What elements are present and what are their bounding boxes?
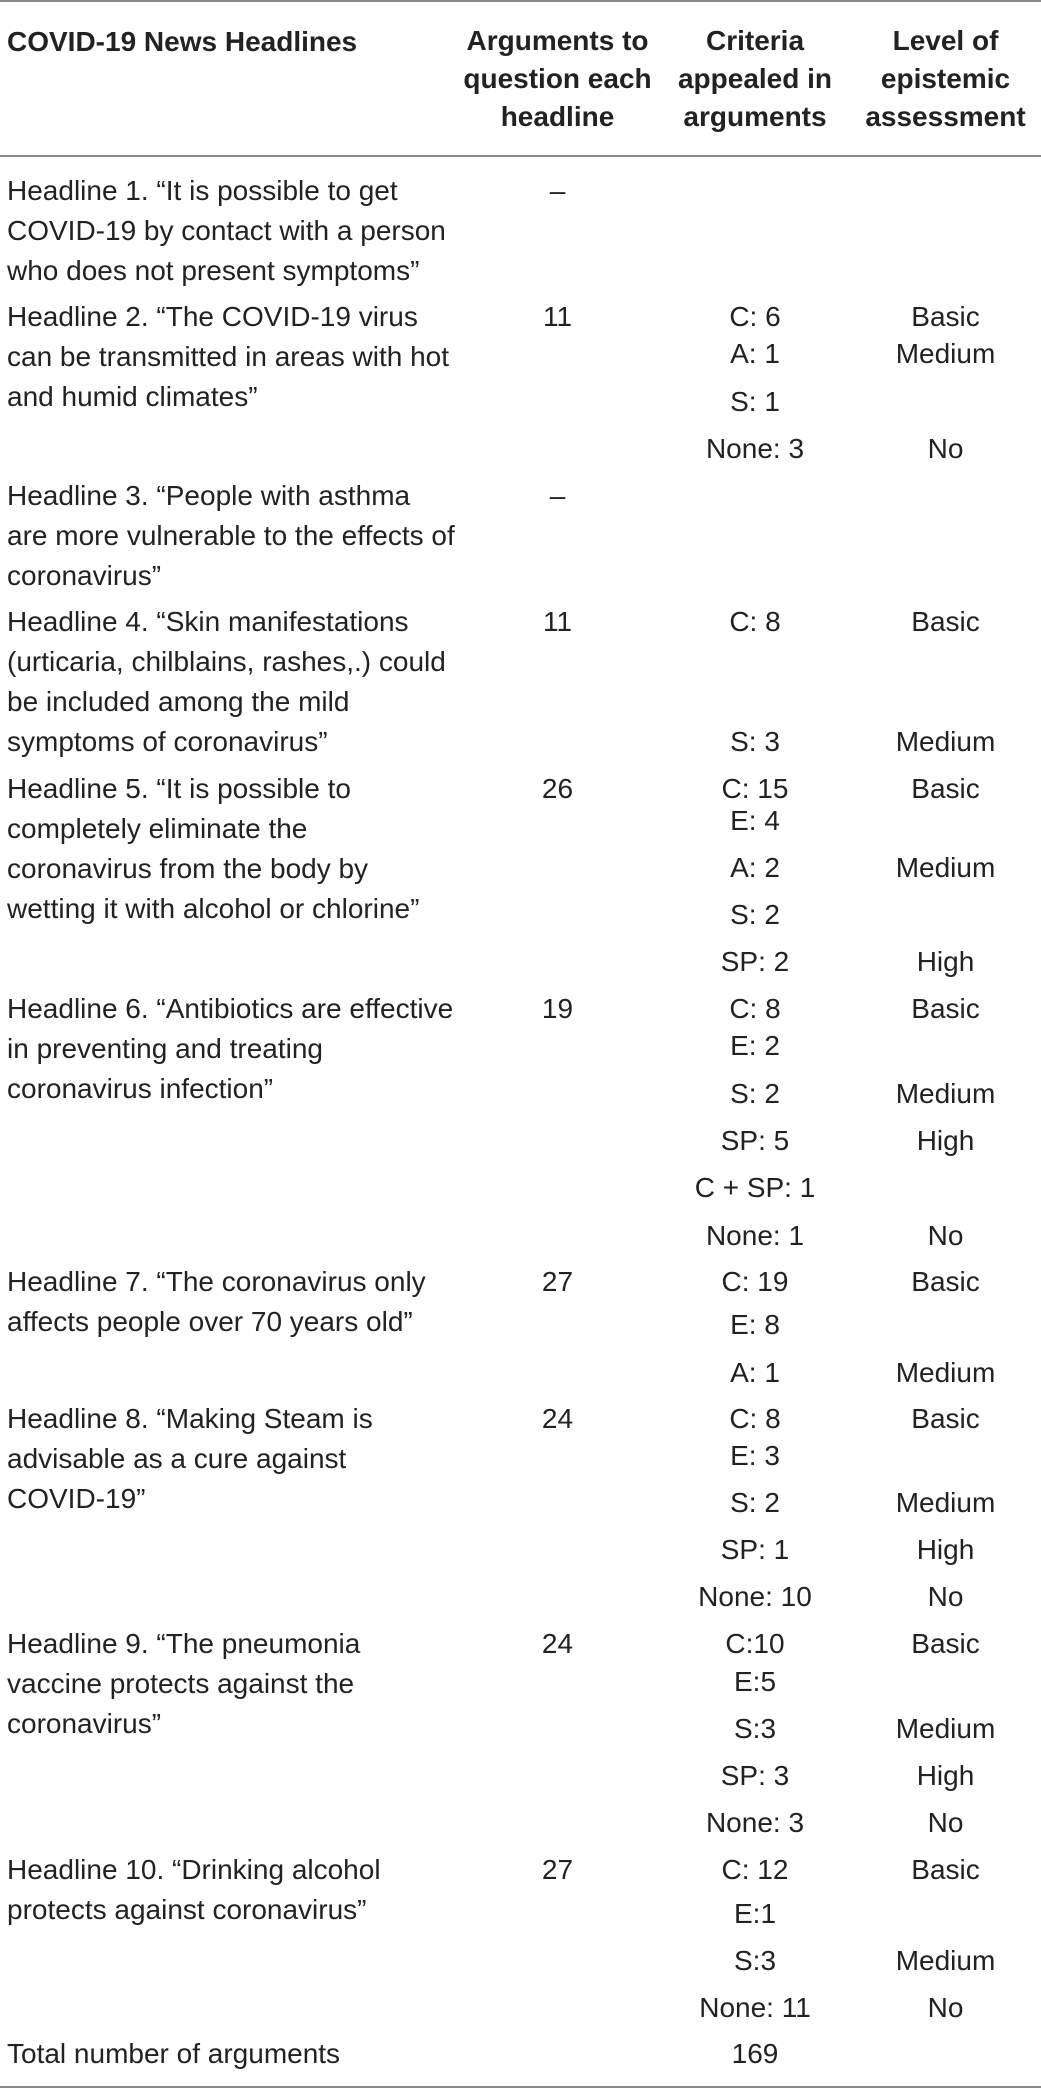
headline-text: coronavirus” (7, 1708, 162, 1739)
criteria-value: E: 8 (730, 1309, 780, 1340)
header-level-line-2: epistemic (880, 63, 1011, 94)
criteria-value: C: 8 (729, 993, 781, 1024)
level-value: Medium (895, 1357, 996, 1388)
headline-text: wetting it with alcohol or chlorine” (7, 893, 420, 924)
argument-count: 24 (541, 1403, 574, 1434)
level-value: Medium (895, 1945, 996, 1976)
criteria-value: C: 15 (721, 773, 789, 804)
level-value: Basic (911, 1266, 980, 1297)
criteria-value: None: 11 (699, 1992, 811, 2023)
headline-text: Headline 7. “The coronavirus only (7, 1266, 426, 1297)
criteria-value: E: 3 (730, 1440, 780, 1471)
level-value: High (916, 1534, 975, 1565)
criteria-value: SP: 1 (720, 1534, 790, 1565)
criteria-value: C: 6 (729, 301, 781, 332)
headline-text: Headline 5. “It is possible to (7, 773, 351, 804)
headline-text: COVID-19” (7, 1483, 146, 1514)
level-value: Basic (911, 993, 980, 1024)
headline-text: coronavirus” (7, 560, 162, 591)
level-value: Medium (895, 1487, 996, 1518)
argument-count: – (549, 175, 566, 206)
table-bottom-rule (0, 2086, 1041, 2088)
headline-text: completely eliminate the (7, 813, 308, 844)
level-value: High (916, 1125, 975, 1156)
criteria-value: E:1 (733, 1898, 777, 1929)
level-value: Medium (895, 1078, 996, 1109)
headline-text: Headline 6. “Antibiotics are effective (7, 993, 454, 1024)
level-value: No (927, 1220, 964, 1251)
criteria-value: S:3 (733, 1713, 777, 1744)
level-value: High (916, 1760, 975, 1791)
headline-text: Headline 3. “People with asthma (7, 480, 411, 511)
total-label: Total number of arguments (7, 2038, 341, 2069)
headline-text: Headline 10. “Drinking alcohol (7, 1854, 381, 1885)
criteria-value: C: 12 (721, 1854, 789, 1885)
criteria-value: S: 3 (730, 726, 780, 757)
level-value: Basic (911, 1403, 980, 1434)
headline-text: coronavirus from the body by (7, 853, 369, 884)
headline-text: affects people over 70 years old” (7, 1306, 413, 1337)
headline-text: vaccine protects against the (7, 1668, 355, 1699)
header-criteria-line-2: appealed in (677, 63, 833, 94)
level-value: No (927, 1992, 964, 2023)
level-value: Medium (895, 852, 996, 883)
criteria-value: SP: 3 (720, 1760, 790, 1791)
headline-text: Headline 9. “The pneumonia (7, 1628, 361, 1659)
level-value: Basic (911, 606, 980, 637)
criteria-value: E:5 (733, 1666, 777, 1697)
criteria-value: S: 1 (730, 386, 780, 417)
level-value: No (927, 1807, 964, 1838)
criteria-value: None: 1 (705, 1220, 805, 1251)
headline-text: Headline 1. “It is possible to get (7, 175, 398, 206)
level-value: Medium (895, 338, 996, 369)
header-level-line-3: assessment (865, 101, 1026, 132)
criteria-value: C: 19 (721, 1266, 789, 1297)
criteria-value: C:10 (725, 1628, 785, 1659)
criteria-value: S: 2 (730, 899, 780, 930)
criteria-value: SP: 2 (720, 946, 790, 977)
headline-text: are more vulnerable to the effects of (7, 520, 455, 551)
headline-text: coronavirus infection” (7, 1073, 274, 1104)
argument-count: 11 (542, 301, 573, 332)
total-value: 169 (731, 2038, 779, 2069)
criteria-value: E: 2 (730, 1030, 780, 1061)
level-value: No (927, 433, 964, 464)
criteria-value: C: 8 (729, 1403, 781, 1434)
headline-text: (urticaria, chilblains, rashes,.) could (7, 646, 446, 677)
header-arguments-line-1: Arguments to (466, 25, 649, 56)
argument-count: 24 (541, 1628, 574, 1659)
headline-text: COVID-19 by contact with a person (7, 215, 446, 246)
headline-text: and humid climates” (7, 381, 258, 412)
headline-text: Headline 4. “Skin manifestations (7, 606, 409, 637)
level-value: Basic (911, 1628, 980, 1659)
criteria-value: S:3 (733, 1945, 777, 1976)
level-value: Medium (895, 1713, 996, 1744)
level-value: No (927, 1581, 964, 1612)
argument-count: 11 (542, 606, 573, 637)
level-value: Basic (911, 301, 980, 332)
criteria-value: A: 1 (730, 1357, 780, 1388)
argument-count: 27 (541, 1854, 574, 1885)
headline-text: be included among the mild (7, 686, 350, 717)
criteria-value: None: 3 (705, 433, 805, 464)
level-value: Basic (911, 1854, 980, 1885)
headline-text: symptoms of coronavirus” (7, 726, 328, 757)
header-criteria-line-3: arguments (683, 101, 827, 132)
level-value: High (916, 946, 975, 977)
headline-text: can be transmitted in areas with hot (7, 341, 450, 372)
criteria-value: C + SP: 1 (694, 1172, 816, 1203)
header-arguments-line-2: question each (463, 63, 652, 94)
criteria-value: A: 1 (730, 338, 780, 369)
header-arguments-line-3: headline (500, 101, 615, 132)
headline-text: who does not present symptoms” (7, 255, 420, 286)
header-level-line-1: Level of (892, 25, 999, 56)
criteria-value: SP: 5 (720, 1125, 790, 1156)
table-top-rule (0, 0, 1041, 2)
argument-count: 26 (541, 773, 574, 804)
level-value: Basic (911, 773, 980, 804)
header-headlines: COVID-19 News Headlines (7, 26, 358, 57)
headline-text: protects against coronavirus” (7, 1894, 367, 1925)
level-value: Medium (895, 726, 996, 757)
header-rule (0, 155, 1041, 157)
criteria-value: C: 8 (729, 606, 781, 637)
criteria-value: A: 2 (730, 852, 780, 883)
headline-text: Headline 2. “The COVID-19 virus (7, 301, 418, 332)
headline-text: Headline 8. “Making Steam is (7, 1403, 373, 1434)
header-criteria-line-1: Criteria (705, 25, 805, 56)
argument-count: 19 (541, 993, 574, 1024)
criteria-value: None: 10 (698, 1581, 812, 1612)
criteria-value: S: 2 (730, 1487, 780, 1518)
criteria-value: S: 2 (730, 1078, 780, 1109)
headline-text: advisable as a cure against (7, 1443, 347, 1474)
headline-text: in preventing and treating (7, 1033, 323, 1064)
criteria-value: E: 4 (730, 805, 780, 836)
argument-count: 27 (541, 1266, 574, 1297)
argument-count: – (549, 480, 566, 511)
criteria-value: None: 3 (705, 1807, 805, 1838)
